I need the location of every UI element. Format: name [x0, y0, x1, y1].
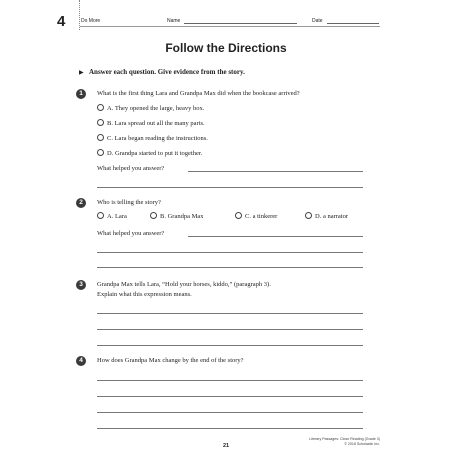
radio-icon[interactable]	[305, 212, 312, 219]
q1-option-b[interactable]: B. Lara spread out all the many parts.	[97, 119, 205, 128]
q1-option-a[interactable]: A. They opened the large, heavy box.	[97, 104, 204, 113]
question-4-text: How does Grandpa Max change by the end of the story?	[97, 357, 244, 364]
question-3-text: Grandpa Max tells Lara, “Hold your horses, kiddo,” (paragraph 3).	[97, 281, 271, 288]
q2-answer-line[interactable]	[97, 267, 363, 268]
footer-credit: Literary Passages: Close Reading (Grade 3) © 2018 Scholastic Inc.	[309, 437, 380, 446]
q1-answer-line[interactable]	[188, 171, 363, 172]
question-1-text: What is the first thing Lara and Grandpa Max did when the bookcase arrived?	[97, 90, 300, 97]
name-label: Name	[167, 18, 181, 24]
q1-answer-line[interactable]	[97, 187, 363, 188]
q4-answer-line[interactable]	[97, 412, 363, 413]
unit-label: Do More	[81, 18, 101, 24]
radio-icon[interactable]	[97, 149, 104, 156]
radio-icon[interactable]	[97, 119, 104, 126]
header-rule	[80, 26, 380, 27]
q4-answer-line[interactable]	[97, 396, 363, 397]
name-field[interactable]	[184, 23, 297, 24]
q2-option-a[interactable]: A. Lara	[97, 212, 127, 221]
radio-icon[interactable]	[97, 134, 104, 141]
q2-option-d[interactable]: D. a narrator	[305, 212, 348, 221]
q4-answer-line[interactable]	[97, 380, 363, 381]
unit-number: 4	[57, 13, 66, 30]
question-number-3: 3	[76, 280, 86, 290]
question-number-4: 4	[76, 356, 86, 366]
radio-icon[interactable]	[150, 212, 157, 219]
radio-icon[interactable]	[235, 212, 242, 219]
question-number-2: 2	[76, 198, 86, 208]
q2-answer-line[interactable]	[97, 252, 363, 253]
q2-option-b[interactable]: B. Grandpa Max	[150, 212, 204, 221]
question-number-1: 1	[76, 89, 86, 99]
q2-evidence-prompt: What helped you answer?	[97, 230, 165, 237]
radio-icon[interactable]	[97, 212, 104, 219]
q2-option-c[interactable]: C. a tinkerer	[235, 212, 277, 221]
date-field[interactable]	[327, 23, 379, 24]
page-number: 21	[222, 443, 230, 449]
q4-answer-line[interactable]	[97, 428, 363, 429]
q3-answer-line[interactable]	[97, 345, 363, 346]
question-2-text: Who is telling the story?	[97, 199, 161, 206]
instruction-text: Answer each question. Give evidence from the story.	[89, 68, 245, 76]
page-title: Follow the Directions	[165, 41, 287, 55]
q1-option-c[interactable]: C. Lara began reading the instructions.	[97, 134, 208, 143]
date-label: Date	[312, 18, 323, 24]
radio-icon[interactable]	[97, 104, 104, 111]
q2-answer-line[interactable]	[188, 236, 363, 237]
q3-answer-line[interactable]	[97, 329, 363, 330]
question-3-text-line2: Explain what this expression means.	[97, 291, 192, 298]
instruction-arrow-icon: ▶	[79, 70, 84, 76]
q1-evidence-prompt: What helped you answer?	[97, 165, 165, 172]
q3-answer-line[interactable]	[97, 313, 363, 314]
q1-option-d[interactable]: D. Grandpa started to put it together.	[97, 149, 202, 158]
